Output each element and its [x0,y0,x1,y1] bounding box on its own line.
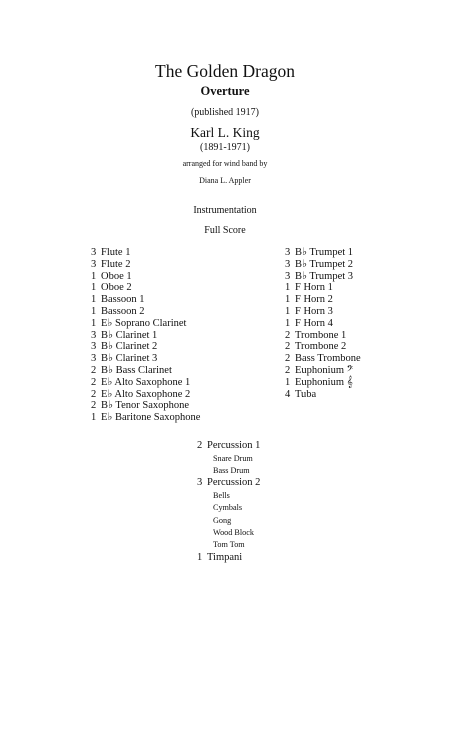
instrument-name: F Horn 2 [295,294,333,306]
part-quantity: 1 [285,305,291,317]
part-quantity: 2 [197,440,203,451]
piece-title: The Golden Dragon [155,61,295,81]
instrument-name: B♭ Bass Clarinet [101,364,172,376]
piece-subtitle: Overture [200,84,250,98]
percussion-name: Percussion 1 [207,440,261,451]
instrument-item [285,306,361,318]
percussion-name: Timpani [207,551,243,563]
instrument-name: F Horn 1 [295,282,333,294]
percussion-instrument [197,515,260,527]
instrument-name: Flute 1 [101,247,131,258]
instrument-name: B♭ Tenor Saxophone [101,400,190,412]
publication-note: (published 1917) [190,107,260,118]
instrument-name: Oboe 1 [101,270,132,282]
instrument-item [285,259,361,271]
instrument-item [91,400,200,412]
instrument-item [285,318,361,330]
part-quantity: 3 [197,477,203,489]
part-quantity: 3 [285,270,291,282]
part-quantity: 2 [285,364,291,376]
instrument-name: Flute 2 [101,258,131,270]
instrument-name: E♭ Soprano Clarinet [101,317,187,329]
instrument-item [91,341,200,353]
part-quantity: 2 [91,376,97,388]
instrument-name: Trombone 1 [295,329,347,341]
instrument-item [91,294,200,306]
percussion-list [197,440,260,564]
percussion-instrument-name: Snare Drum [213,453,253,463]
instrument-name: Trombone 2 [295,341,347,353]
woodwind-list [91,247,200,424]
percussion-instrument [197,527,260,539]
instrument-item [285,294,361,306]
part-quantity: 1 [91,294,97,306]
instrument-item [91,330,200,342]
part-quantity: 2 [285,329,291,341]
part-quantity: 2 [91,364,97,376]
instrument-name: E♭ Alto Saxophone 1 [101,376,191,388]
instrument-item [285,389,361,401]
percussion-instrument [197,453,260,465]
instrument-item [285,341,361,353]
instrument-item [91,318,200,330]
instrument-name: B♭ Trumpet 1 [295,247,354,258]
part-quantity: 1 [285,282,291,294]
instrument-name: Bass Trombone [295,353,361,365]
instrument-name: B♭ Clarinet 3 [101,353,158,365]
instrument-item [285,353,361,365]
part-quantity: 1 [197,551,203,563]
percussion-part [197,477,260,490]
instrument-item [91,259,200,271]
instrument-name: Tuba [295,388,317,400]
part-quantity: 3 [91,353,97,365]
brass-list [285,247,361,400]
instrument-name: Euphonium 𝄢 [295,364,354,376]
instrument-item [91,306,200,318]
instrument-item [91,389,200,401]
instrument-item [91,271,200,283]
part-quantity: 1 [285,376,291,388]
arranged-by-label: arranged for wind band by [182,159,268,168]
percussion-instrument-name: Gong [213,515,232,525]
part-quantity: 3 [285,258,291,270]
percussion-instrument-name: Cymbals [213,503,243,513]
part-quantity: 3 [91,247,97,258]
instrument-name: Bassoon 1 [101,294,145,306]
full-score-label: Full Score [204,225,246,236]
instrument-item [285,282,361,294]
composer-name: Karl L. King [190,125,260,140]
composer-dates: (1891-1971) [200,142,250,153]
instrument-name: Euphonium 𝄞 [295,376,353,388]
instrument-item [91,412,200,424]
part-quantity: 3 [285,247,291,258]
percussion-name: Percussion 2 [207,477,261,489]
instrument-name: B♭ Clarinet 1 [101,329,158,341]
percussion-instrument [197,465,260,477]
instrument-item [285,365,361,377]
instrument-name: F Horn 3 [295,305,333,317]
instrument-name: E♭ Baritone Saxophone [101,412,201,424]
percussion-part [197,552,260,565]
instrument-name: Bassoon 2 [101,305,145,317]
instrumentation-heading: Instrumentation [193,205,257,216]
percussion-instrument [197,539,260,551]
percussion-instrument-name: Bells [213,490,230,500]
instrument-name: B♭ Clarinet 2 [101,341,158,353]
instrument-name: Oboe 2 [101,282,132,294]
instrument-item [91,365,200,377]
instrument-item [91,353,200,365]
arranger-name: Diana L. Appler [199,176,251,185]
percussion-instrument-name: Wood Block [213,527,254,537]
part-quantity: 1 [91,317,97,329]
part-quantity: 3 [91,341,97,353]
instrument-item [285,247,361,259]
instrument-name: F Horn 4 [295,317,333,329]
instrument-name: B♭ Trumpet 3 [295,270,354,282]
part-quantity: 2 [91,388,97,400]
part-quantity: 2 [285,341,291,353]
part-quantity: 1 [91,305,97,317]
percussion-part [197,440,260,453]
part-quantity: 1 [285,294,291,306]
part-quantity: 1 [91,270,97,282]
part-quantity: 3 [91,258,97,270]
percussion-instrument-name: Tom Tom [213,540,245,550]
part-quantity: 2 [91,400,97,412]
instrument-name: E♭ Alto Saxophone 2 [101,388,191,400]
percussion-instrument-name: Bass Drum [213,465,250,475]
instrument-item [91,247,200,259]
instrument-item [285,330,361,342]
part-quantity: 1 [91,412,97,424]
instrument-item [91,282,200,294]
instrument-item [285,271,361,283]
part-quantity: 1 [91,282,97,294]
part-quantity: 2 [285,353,291,365]
percussion-instrument [197,490,260,502]
instrument-item [285,377,361,389]
part-quantity: 1 [285,317,291,329]
instrument-item [91,377,200,389]
instrument-name: B♭ Trumpet 2 [295,258,354,270]
percussion-instrument [197,502,260,514]
part-quantity: 3 [91,329,97,341]
part-quantity: 4 [285,388,291,400]
